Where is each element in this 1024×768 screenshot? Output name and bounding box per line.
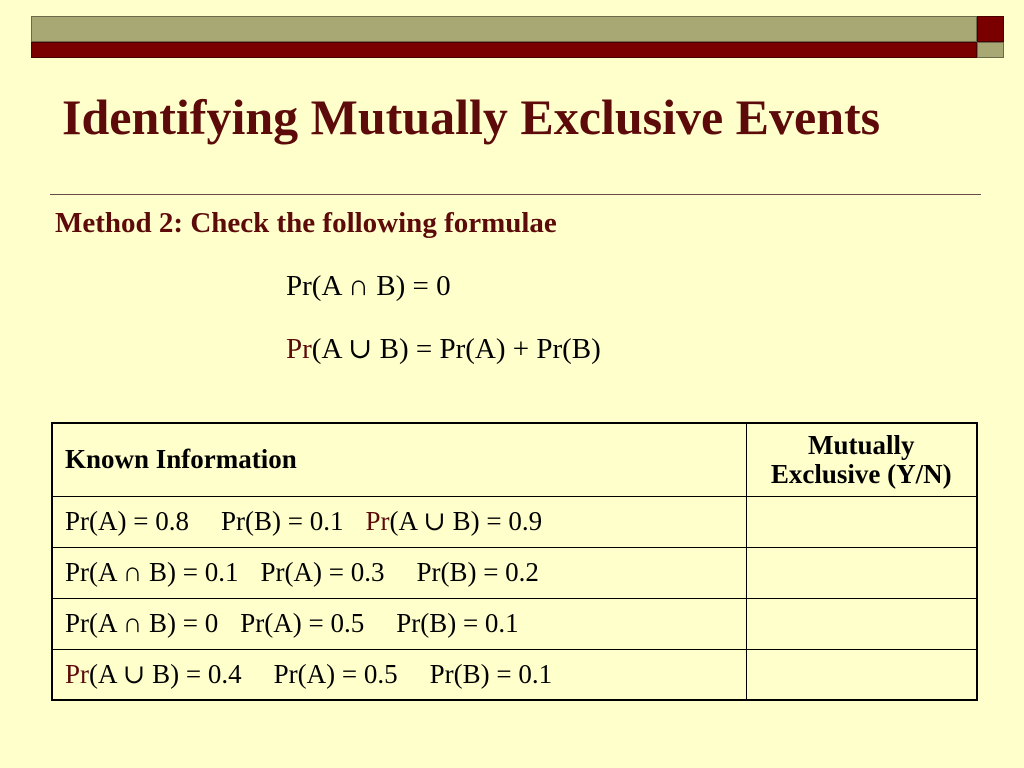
row3-known-info	[52, 598, 746, 649]
row4-part2: Pr(B) = 0.1	[429, 658, 553, 689]
row3-part2: Pr(A) = 0.5	[240, 608, 365, 638]
row2-part2: Pr(A) = 0.3	[260, 557, 385, 587]
header-square-olive	[977, 42, 1004, 58]
row2-known-info	[52, 547, 746, 598]
table-row	[52, 649, 977, 700]
method-heading: Method 2: Check the following formulae	[55, 207, 557, 239]
row3-answer[interactable]	[746, 598, 977, 649]
row1-part2: Pr(B) = 0.1	[220, 506, 344, 536]
row1-union-pr: Pr	[365, 506, 390, 536]
row2-part3: Pr(B) = 0.2	[416, 557, 539, 587]
row4-union-rest: (A ∪ B) = 0.4	[89, 658, 242, 689]
table-header-row	[52, 423, 977, 496]
row3-part1: Pr(A ∩ B) = 0	[65, 608, 219, 638]
row2-answer[interactable]	[746, 547, 977, 598]
row4-known-info	[52, 649, 746, 700]
title-divider	[50, 194, 981, 195]
row2-part1: Pr(A ∩ B) = 0.1	[65, 557, 239, 587]
row4-part1: Pr(A) = 0.5	[273, 658, 398, 689]
header-mutually-line2: Exclusive (Y/N)	[770, 458, 952, 489]
table-row	[52, 496, 977, 547]
row1-union-rest: (A ∪ B) = 0.9	[389, 506, 543, 536]
header-square-red	[977, 16, 1004, 42]
formula-union	[286, 331, 601, 366]
row1-known-info	[52, 496, 746, 547]
row1-answer[interactable]	[746, 496, 977, 547]
row3-part3: Pr(B) = 0.1	[396, 608, 519, 638]
formula-union-rest: (A ∪ B) = Pr(A) + Pr(B)	[311, 333, 601, 365]
row4-answer[interactable]	[746, 649, 977, 700]
known-information-table	[51, 422, 978, 701]
header-bar-olive	[31, 16, 977, 42]
header-mutually-exclusive	[746, 423, 977, 496]
formula-intersection: Pr(A ∩ B) = 0	[286, 270, 451, 302]
header-mutually-line1: Mutually	[807, 429, 915, 460]
slide-title: Identifying Mutually Exclusive Events	[62, 89, 881, 145]
row4-union-pr: Pr	[65, 658, 90, 689]
formula-union-pr: Pr	[286, 333, 312, 365]
header-bar-red	[31, 42, 977, 58]
header-known-information: Known Information	[52, 423, 746, 496]
table-row	[52, 547, 977, 598]
row1-part1: Pr(A) = 0.8	[65, 506, 189, 536]
table-row	[52, 598, 977, 649]
